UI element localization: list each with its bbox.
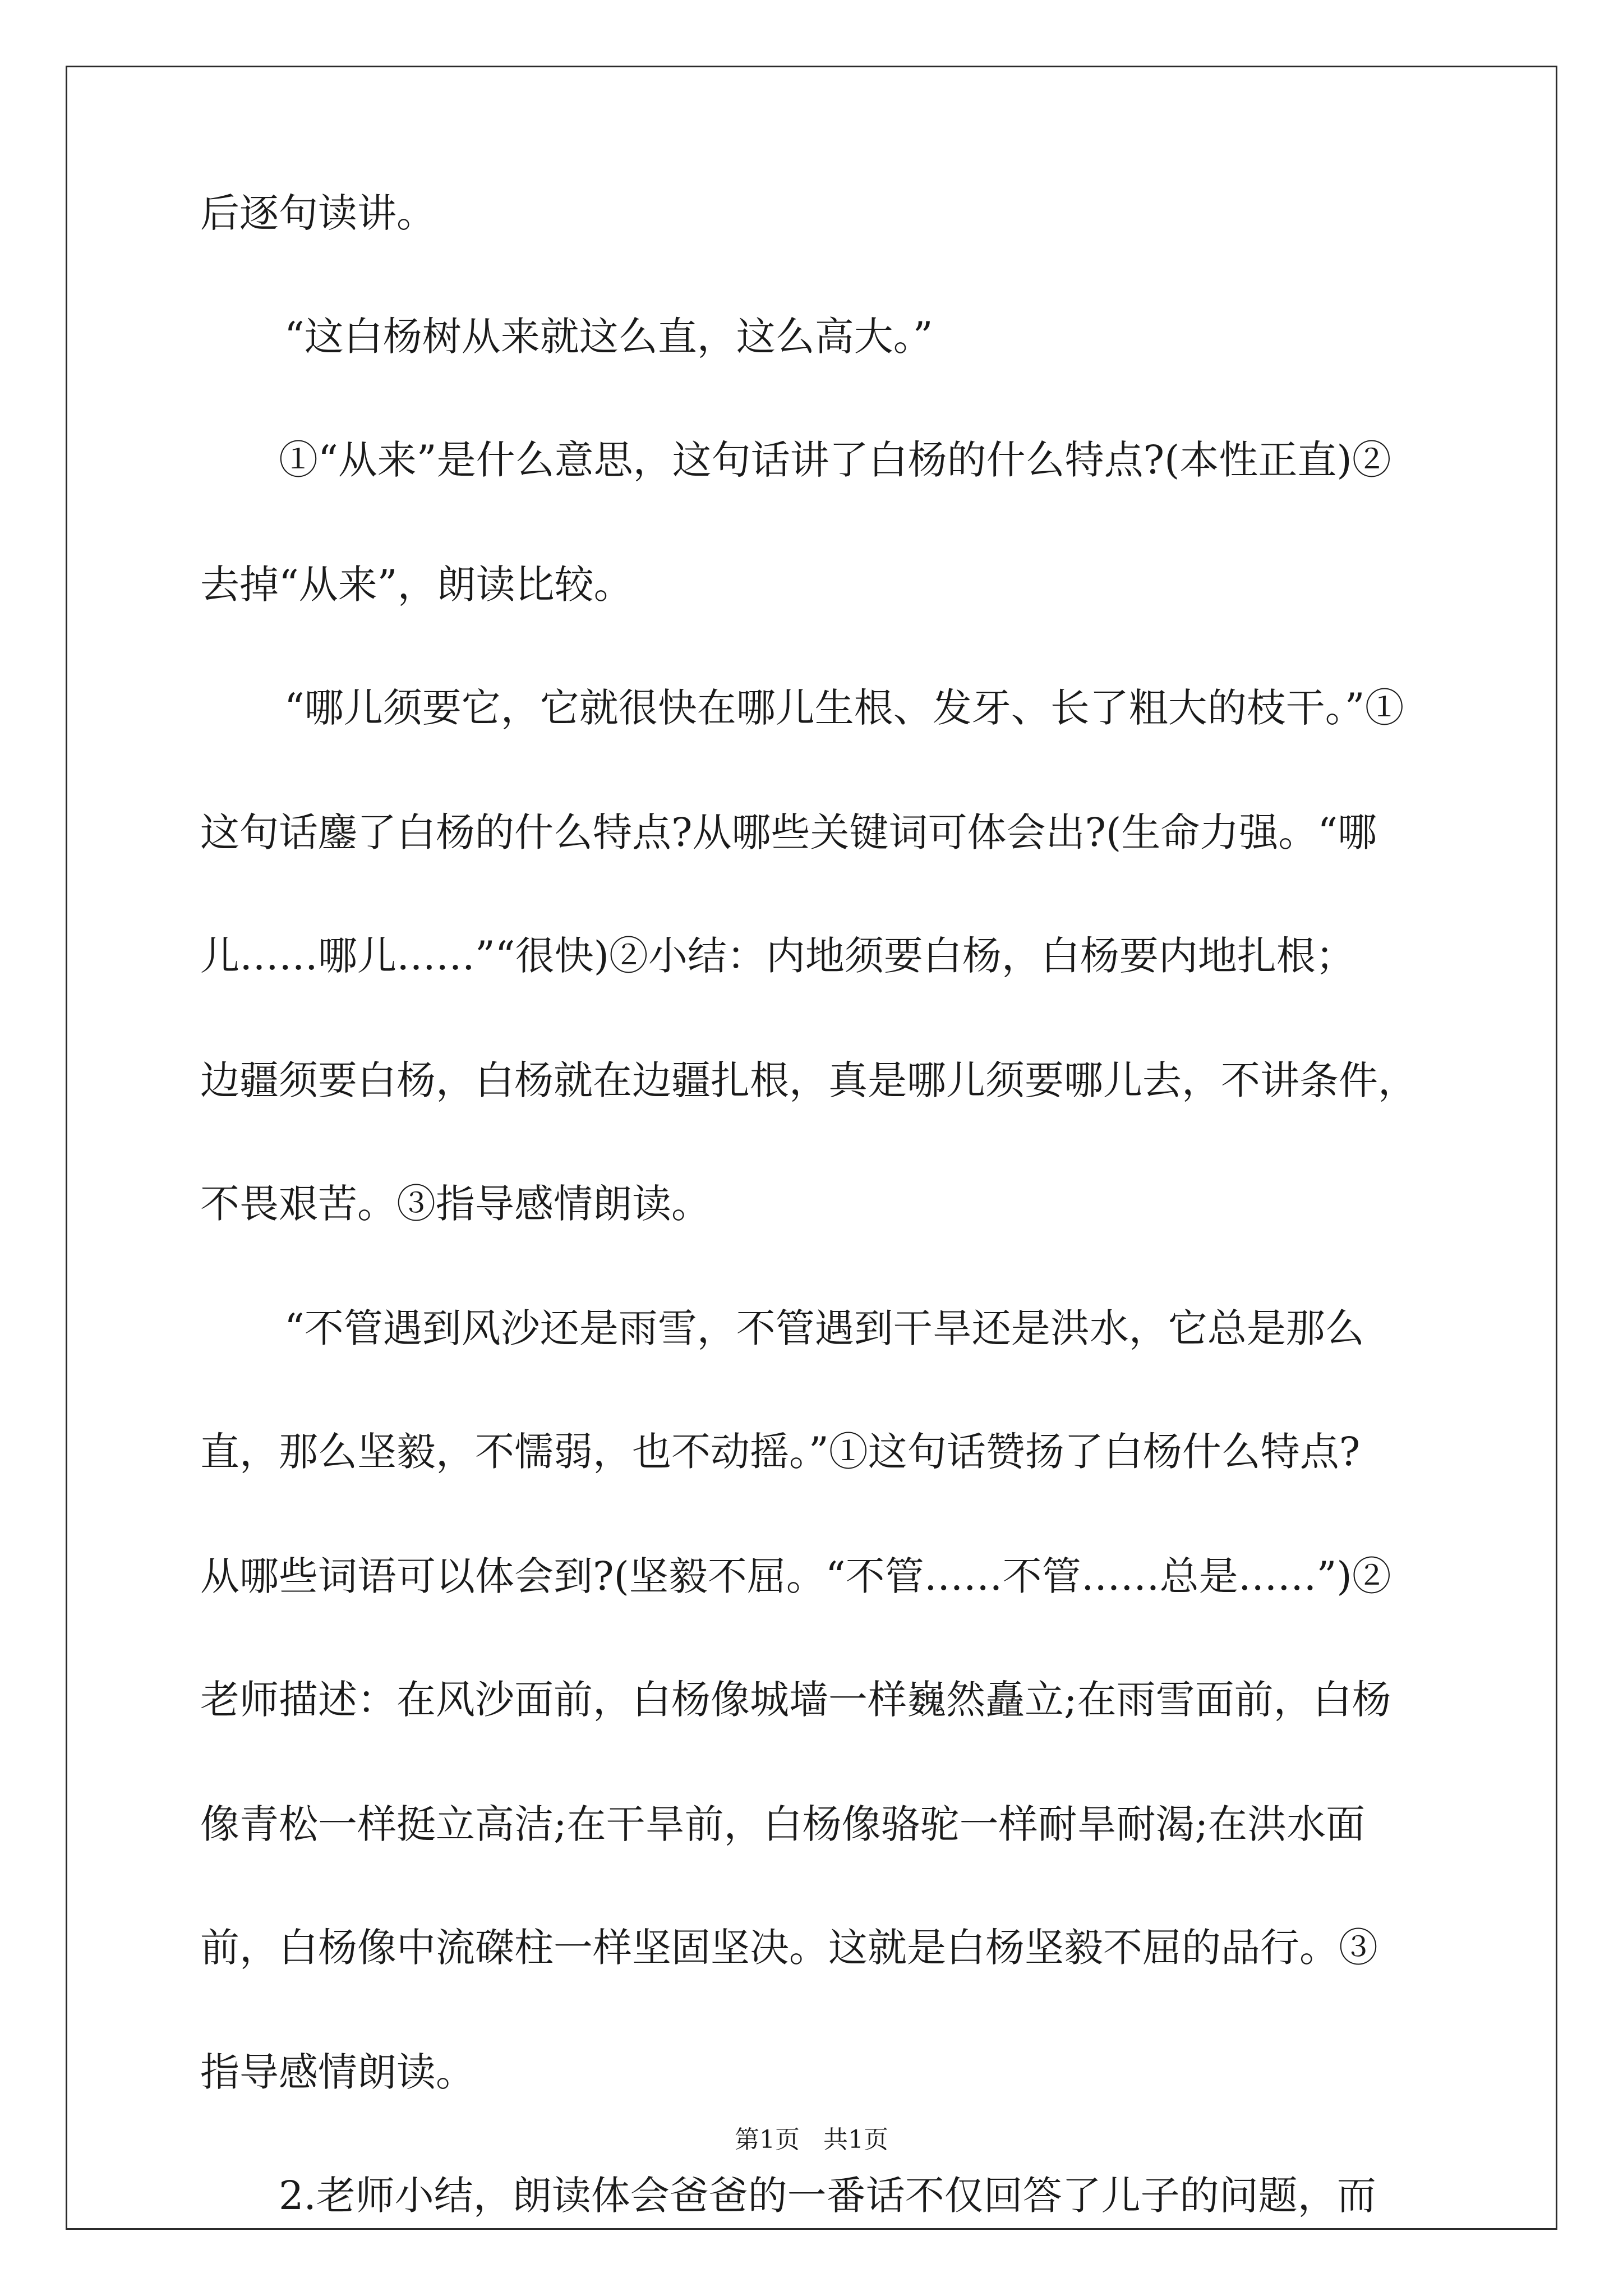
- text-line: 这句话鏖了白杨的什么特点?从哪些关键词可体会出?(生命力强。“哪: [200, 809, 1377, 855]
- text-line: “哪儿须要它，它就很快在哪儿生根、发牙、长了粗大的枝干。”①: [284, 685, 1404, 731]
- text-line: 从哪些词语可以体会到?(坚毅不屈。“不管……不管……总是……”)②: [200, 1553, 1391, 1599]
- page-number-label: 第1页: [735, 2125, 800, 2154]
- text-line: ①“从来”是什么意思，这句话讲了白杨的什么特点?(本性正直)②: [279, 437, 1391, 483]
- page-border: [66, 66, 1557, 2230]
- text-line: 儿……哪儿……”“很快)②小结：内地须要白杨，白杨要内地扎根；: [200, 933, 1355, 979]
- text-line: 去掉“从来”，朗读比较。: [200, 562, 633, 608]
- page-footer: [0, 2123, 1623, 2157]
- text-line: 像青松一样挺立高洁;在干旱前，白杨像骆驼一样耐旱耐渴;在洪水面: [200, 1801, 1366, 1847]
- text-line: 后逐句读讲。: [200, 190, 436, 236]
- text-line: 指导感情朗读。: [200, 2049, 475, 2095]
- text-line: 老师描述：在风沙面前，白杨像城墙一样巍然矗立;在雨雪面前，白杨: [200, 1677, 1391, 1723]
- text-line: 前，白杨像中流磔柱一样坚固坚决。这就是白杨坚毅不屈的品行。③: [200, 1925, 1378, 1971]
- text-line: “不管遇到风沙还是雨雪，不管遇到干旱还是洪水，它总是那么: [284, 1305, 1364, 1351]
- text-line: 直，那么坚毅，不懦弱，也不动摇。”①这句话赞扬了白杨什么特点?: [200, 1429, 1361, 1475]
- text-line: 2.老师小结，朗读体会爸爸的一番话不仅回答了儿子的问题，而: [279, 2173, 1376, 2219]
- total-pages-label: 共1页: [823, 2125, 888, 2154]
- text-line: “这白杨树从来就这么直，这么高大。”: [284, 314, 933, 360]
- text-line: 边疆须要白杨，白杨就在边疆扎根，真是哪儿须要哪儿去，不讲条件，: [200, 1057, 1417, 1103]
- text-line: 不畏艰苦。③指导感情朗读。: [200, 1181, 711, 1227]
